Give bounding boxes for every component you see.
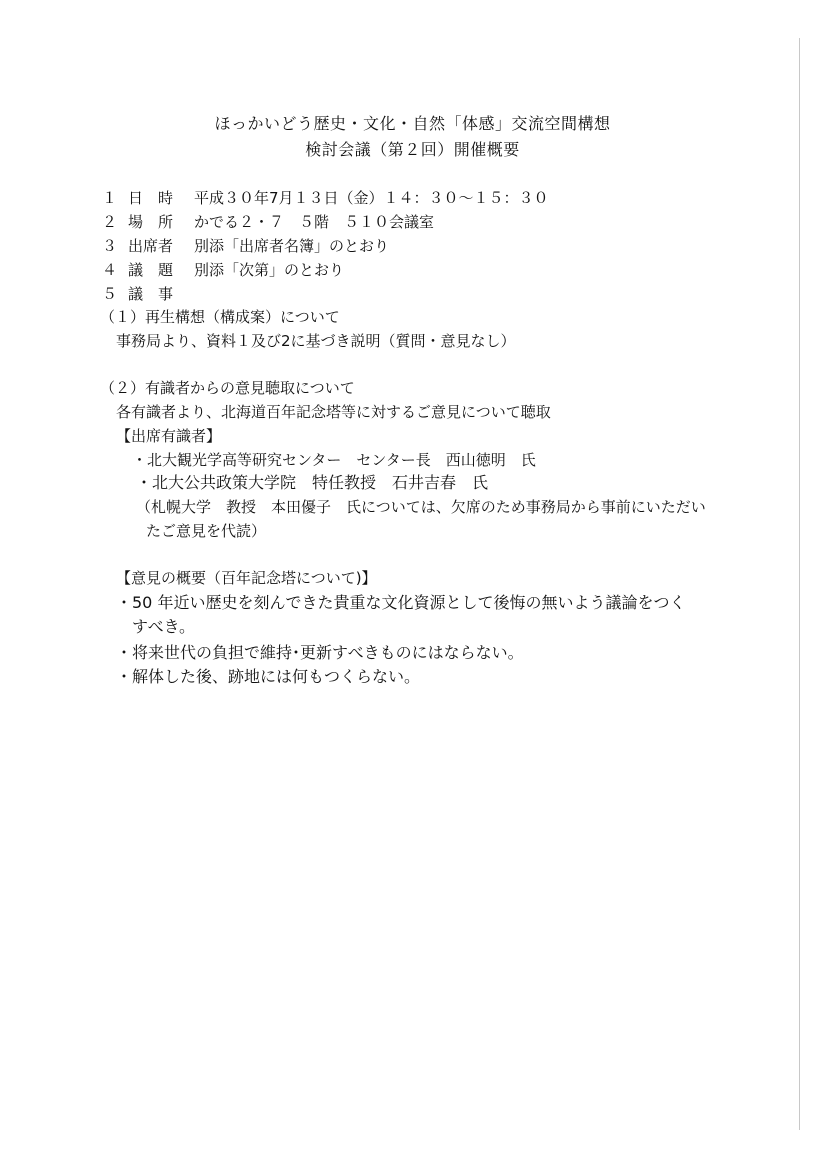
item-place bbox=[102, 212, 434, 232]
opinion-item: ・将来世代の負担で維持･更新すべきものにはならない。 bbox=[116, 643, 524, 662]
item-value: 平成３０年7月１３日（金）１４：３０～１５：３０ bbox=[194, 189, 549, 207]
opinions-heading: 【意見の概要（百年記念塔について)】 bbox=[116, 569, 377, 587]
opinion-item-continued: すべき。 bbox=[132, 617, 196, 636]
opinion-item: ・50 年近い歴史を刻んできた貴重な文化資源として後悔の無いよう議論をつく bbox=[116, 593, 686, 612]
document-title: ほっかいどう歴史・文化・自然「体感」交流空間構想 bbox=[214, 114, 611, 133]
opinion-item: ・解体した後、跡地には何もつくらない。 bbox=[116, 667, 421, 686]
item-number: ３ bbox=[102, 237, 118, 255]
item-value: 別添「次第」のとおり bbox=[194, 261, 345, 279]
item-number: １ bbox=[102, 189, 118, 207]
item-attendees bbox=[102, 236, 389, 256]
absence-note: （札幌大学 教授 本田優子 氏については、欠席のため事務局から事前にいただい bbox=[136, 498, 706, 516]
item-datetime bbox=[102, 188, 549, 208]
item-number: ４ bbox=[102, 261, 118, 279]
item-label: 出席者 bbox=[128, 237, 174, 255]
agenda1-body: 事務局より、資料１及び2に基づき説明（質問・意見なし） bbox=[116, 332, 516, 350]
document-subtitle: 検討会議（第２回）開催概要 bbox=[305, 140, 520, 159]
item-label: 議 題 bbox=[128, 261, 174, 279]
attendee-item: ・北大公共政策大学院 特任教授 石井吉春 氏 bbox=[136, 473, 489, 492]
item-label: 場 所 bbox=[128, 213, 174, 231]
item-value: 別添「出席者名簿」のとおり bbox=[194, 237, 390, 255]
item-number: ２ bbox=[102, 213, 118, 231]
agenda2-body: 各有識者より、北海道百年記念塔等に対するご意見について聴取 bbox=[116, 403, 551, 421]
agenda2-heading: （２）有識者からの意見聴取について bbox=[100, 379, 355, 397]
attendee-item: ・北大観光学高等研究センター センター長 西山徳明 氏 bbox=[132, 451, 536, 469]
item-value: かでる２・７ ５階 ５１０会議室 bbox=[194, 213, 435, 231]
item-agenda bbox=[102, 260, 344, 280]
attendees-heading: 【出席有識者】 bbox=[116, 427, 222, 445]
item-proceedings bbox=[102, 284, 194, 304]
item-number: ５ bbox=[102, 285, 118, 303]
item-label: 日 時 bbox=[128, 189, 174, 207]
item-label: 議 事 bbox=[128, 285, 174, 303]
absence-note-continued: たご意見を代読） bbox=[146, 522, 267, 540]
agenda1-heading: （１）再生構想（構成案）について bbox=[100, 308, 340, 326]
